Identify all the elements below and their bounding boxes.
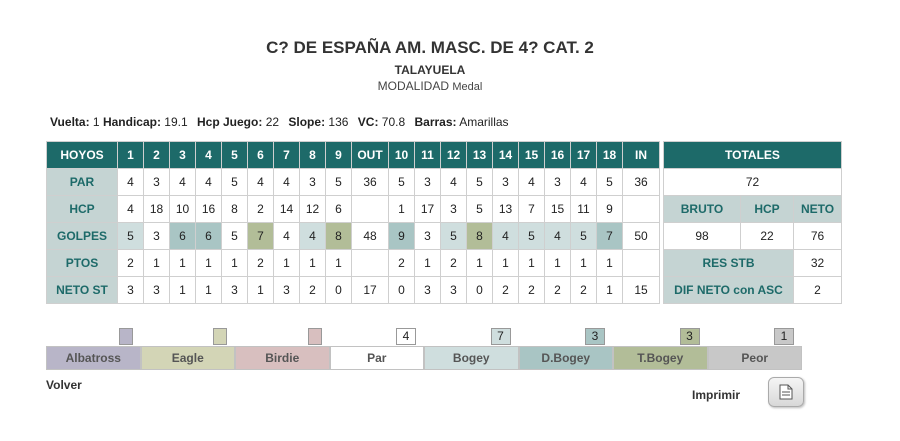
score-cell: 9 <box>389 223 415 250</box>
score-cell <box>623 196 660 223</box>
mode-value: Medal <box>452 81 483 93</box>
legend-item: Albatross <box>46 346 141 370</box>
score-cell: 1 <box>300 250 326 277</box>
score-cell: 5 <box>467 169 493 196</box>
score-cell: 18 <box>144 196 170 223</box>
score-cell: 7 <box>248 223 274 250</box>
score-cell: 3 <box>415 277 441 304</box>
score-row <box>47 223 842 250</box>
score-cell: 5 <box>326 169 352 196</box>
legend-count: 7 <box>491 328 511 345</box>
hole-header: 2 <box>144 142 170 169</box>
hole-header: 17 <box>571 142 597 169</box>
score-cell: 2 <box>248 250 274 277</box>
score-cell: 36 <box>352 169 389 196</box>
score-cell: 3 <box>441 196 467 223</box>
score-cell: 10 <box>170 196 196 223</box>
score-cell: 1 <box>389 196 415 223</box>
course-name: TALAYUELA <box>394 63 466 77</box>
hcp-juego-label: Hcp Juego: <box>197 115 263 129</box>
score-cell: 5 <box>467 196 493 223</box>
score-cell: 1 <box>248 277 274 304</box>
score-cell: 1 <box>545 250 571 277</box>
dif-neto-value: 2 <box>794 277 842 304</box>
score-cell: 3 <box>144 277 170 304</box>
imprimir-label: Imprimir <box>692 388 741 402</box>
score-cell: 1 <box>571 250 597 277</box>
print-button[interactable] <box>768 377 804 407</box>
score-cell: 14 <box>274 196 300 223</box>
hcp-label: HCP <box>741 196 794 223</box>
row-label: GOLPES <box>47 223 118 250</box>
score-cell: 4 <box>493 223 519 250</box>
score-cell: 6 <box>196 223 222 250</box>
score-cell: 1 <box>597 277 623 304</box>
score-cell: 5 <box>222 223 248 250</box>
score-cell: 3 <box>415 169 441 196</box>
row-label: HCP <box>47 196 118 223</box>
handicap-label: Handicap: <box>102 115 161 129</box>
score-cell: 1 <box>493 250 519 277</box>
score-cell: 5 <box>597 169 623 196</box>
score-cell: 2 <box>118 250 144 277</box>
slope-value: 136 <box>328 115 349 129</box>
hole-header: 8 <box>300 142 326 169</box>
scorecard-table <box>46 141 842 304</box>
round-info <box>50 115 509 129</box>
hole-header: 12 <box>441 142 467 169</box>
score-cell: 8 <box>326 223 352 250</box>
hoyos-header: HOYOS <box>47 142 118 169</box>
score-cell: 5 <box>222 169 248 196</box>
score-cell: 7 <box>519 196 545 223</box>
legend-count <box>119 328 133 345</box>
res-stb-value: 32 <box>794 250 842 277</box>
par-total: 72 <box>664 169 842 196</box>
hole-header: 7 <box>274 142 300 169</box>
neto-label: NETO <box>794 196 842 223</box>
score-cell: 1 <box>144 250 170 277</box>
hole-header: 18 <box>597 142 623 169</box>
legend-item: Eagle <box>141 346 236 370</box>
score-row <box>47 250 842 277</box>
legend-bar <box>46 346 802 370</box>
score-cell: 1 <box>274 250 300 277</box>
hole-header: 15 <box>519 142 545 169</box>
vc-value: 70.8 <box>381 115 406 129</box>
dif-neto-label: DIF NETO con ASC <box>664 277 794 304</box>
score-cell: 3 <box>274 277 300 304</box>
score-cell: 50 <box>623 223 660 250</box>
score-cell: 16 <box>196 196 222 223</box>
score-cell: 3 <box>144 169 170 196</box>
score-cell: 4 <box>118 169 144 196</box>
score-cell: 6 <box>170 223 196 250</box>
header-row <box>47 142 842 169</box>
score-cell: 36 <box>623 169 660 196</box>
score-cell: 2 <box>248 196 274 223</box>
score-cell: 3 <box>222 277 248 304</box>
hole-header: 14 <box>493 142 519 169</box>
score-cell: 1 <box>222 250 248 277</box>
legend-item: T.Bogey <box>613 346 708 370</box>
score-cell: 1 <box>170 277 196 304</box>
score-cell: 2 <box>545 277 571 304</box>
score-cell: 2 <box>519 277 545 304</box>
hcp-value: 22 <box>741 223 794 250</box>
page-title: C? DE ESPAÑA AM. MASC. DE 4? CAT. 2 <box>266 38 594 57</box>
score-cell: 4 <box>274 169 300 196</box>
score-cell: 2 <box>441 250 467 277</box>
totales-header: TOTALES <box>664 142 842 169</box>
hole-header: 10 <box>389 142 415 169</box>
volver-link[interactable]: Volver <box>46 378 82 392</box>
hole-header: 11 <box>415 142 441 169</box>
mode-line <box>0 79 860 93</box>
score-cell: 12 <box>300 196 326 223</box>
score-cell: 3 <box>415 223 441 250</box>
legend-item: D.Bogey <box>519 346 614 370</box>
score-cell: 3 <box>493 169 519 196</box>
hole-header: 6 <box>248 142 274 169</box>
legend-count: 3 <box>680 328 700 345</box>
score-cell: 3 <box>118 277 144 304</box>
score-cell: 1 <box>196 250 222 277</box>
score-cell: 1 <box>196 277 222 304</box>
score-row <box>47 169 842 196</box>
legend-item: Par <box>330 346 425 370</box>
score-cell: 4 <box>196 169 222 196</box>
legend-count <box>308 328 322 345</box>
score-cell: 4 <box>519 169 545 196</box>
score-cell: 3 <box>144 223 170 250</box>
score-cell <box>623 250 660 277</box>
score-cell: 2 <box>389 250 415 277</box>
score-cell: 6 <box>326 196 352 223</box>
score-cell: 17 <box>352 277 389 304</box>
score-cell: 3 <box>300 169 326 196</box>
legend-count: 3 <box>585 328 605 345</box>
row-label: PAR <box>47 169 118 196</box>
score-cell: 17 <box>415 196 441 223</box>
score-cell: 4 <box>300 223 326 250</box>
score-cell: 1 <box>597 250 623 277</box>
vc-label: VC: <box>357 115 379 129</box>
hole-header: 9 <box>326 142 352 169</box>
score-cell: 15 <box>623 277 660 304</box>
score-cell: 3 <box>441 277 467 304</box>
hole-header: 16 <box>545 142 571 169</box>
barras-value: Amarillas <box>459 115 509 129</box>
score-cell: 0 <box>467 277 493 304</box>
row-label: NETO ST <box>47 277 118 304</box>
score-cell <box>352 196 389 223</box>
hole-header: 3 <box>170 142 196 169</box>
vuelta-value: 1 <box>92 115 100 129</box>
neto-value: 76 <box>794 223 842 250</box>
score-cell: 8 <box>467 223 493 250</box>
score-cell: 4 <box>545 223 571 250</box>
score-row <box>47 196 842 223</box>
score-cell <box>352 250 389 277</box>
hole-header: OUT <box>352 142 389 169</box>
score-cell: 15 <box>545 196 571 223</box>
legend-item: Bogey <box>424 346 519 370</box>
res-stb-label: RES STB <box>664 250 794 277</box>
row-label: PTOS <box>47 250 118 277</box>
score-cell: 0 <box>326 277 352 304</box>
score-cell: 48 <box>352 223 389 250</box>
score-cell: 5 <box>441 223 467 250</box>
legend-count <box>213 328 227 345</box>
score-cell: 1 <box>170 250 196 277</box>
score-cell: 5 <box>519 223 545 250</box>
legend-count: 4 <box>396 328 416 345</box>
hole-header: 4 <box>196 142 222 169</box>
score-cell: 1 <box>415 250 441 277</box>
score-cell: 2 <box>571 277 597 304</box>
score-cell: 5 <box>118 223 144 250</box>
document-icon <box>779 384 793 400</box>
legend-count: 1 <box>774 328 794 345</box>
score-cell: 5 <box>389 169 415 196</box>
score-cell: 0 <box>389 277 415 304</box>
legend-item: Birdie <box>235 346 330 370</box>
score-cell: 1 <box>467 250 493 277</box>
score-cell: 7 <box>597 223 623 250</box>
score-cell: 5 <box>571 223 597 250</box>
score-cell: 8 <box>222 196 248 223</box>
slope-label: Slope: <box>288 115 326 129</box>
score-cell: 13 <box>493 196 519 223</box>
score-cell: 1 <box>519 250 545 277</box>
mode-label: MODALIDAD <box>377 79 450 93</box>
score-cell: 4 <box>118 196 144 223</box>
score-cell: 2 <box>493 277 519 304</box>
legend-item: Peor <box>708 346 803 370</box>
score-cell: 11 <box>571 196 597 223</box>
score-cell: 4 <box>170 169 196 196</box>
bruto-value: 98 <box>664 223 741 250</box>
score-cell: 2 <box>300 277 326 304</box>
hole-header: IN <box>623 142 660 169</box>
handicap-value: 19.1 <box>164 115 188 129</box>
score-cell: 3 <box>545 169 571 196</box>
bruto-label: BRUTO <box>664 196 741 223</box>
vuelta-label: Vuelta: <box>50 115 90 129</box>
score-row <box>47 277 842 304</box>
hole-header: 5 <box>222 142 248 169</box>
score-cell: 9 <box>597 196 623 223</box>
score-cell: 4 <box>248 169 274 196</box>
hole-header: 13 <box>467 142 493 169</box>
score-cell: 1 <box>326 250 352 277</box>
score-cell: 4 <box>274 223 300 250</box>
score-cell: 4 <box>571 169 597 196</box>
hole-header: 1 <box>118 142 144 169</box>
score-cell: 4 <box>441 169 467 196</box>
barras-label: Barras: <box>414 115 457 129</box>
hcp-juego-value: 22 <box>265 115 280 129</box>
